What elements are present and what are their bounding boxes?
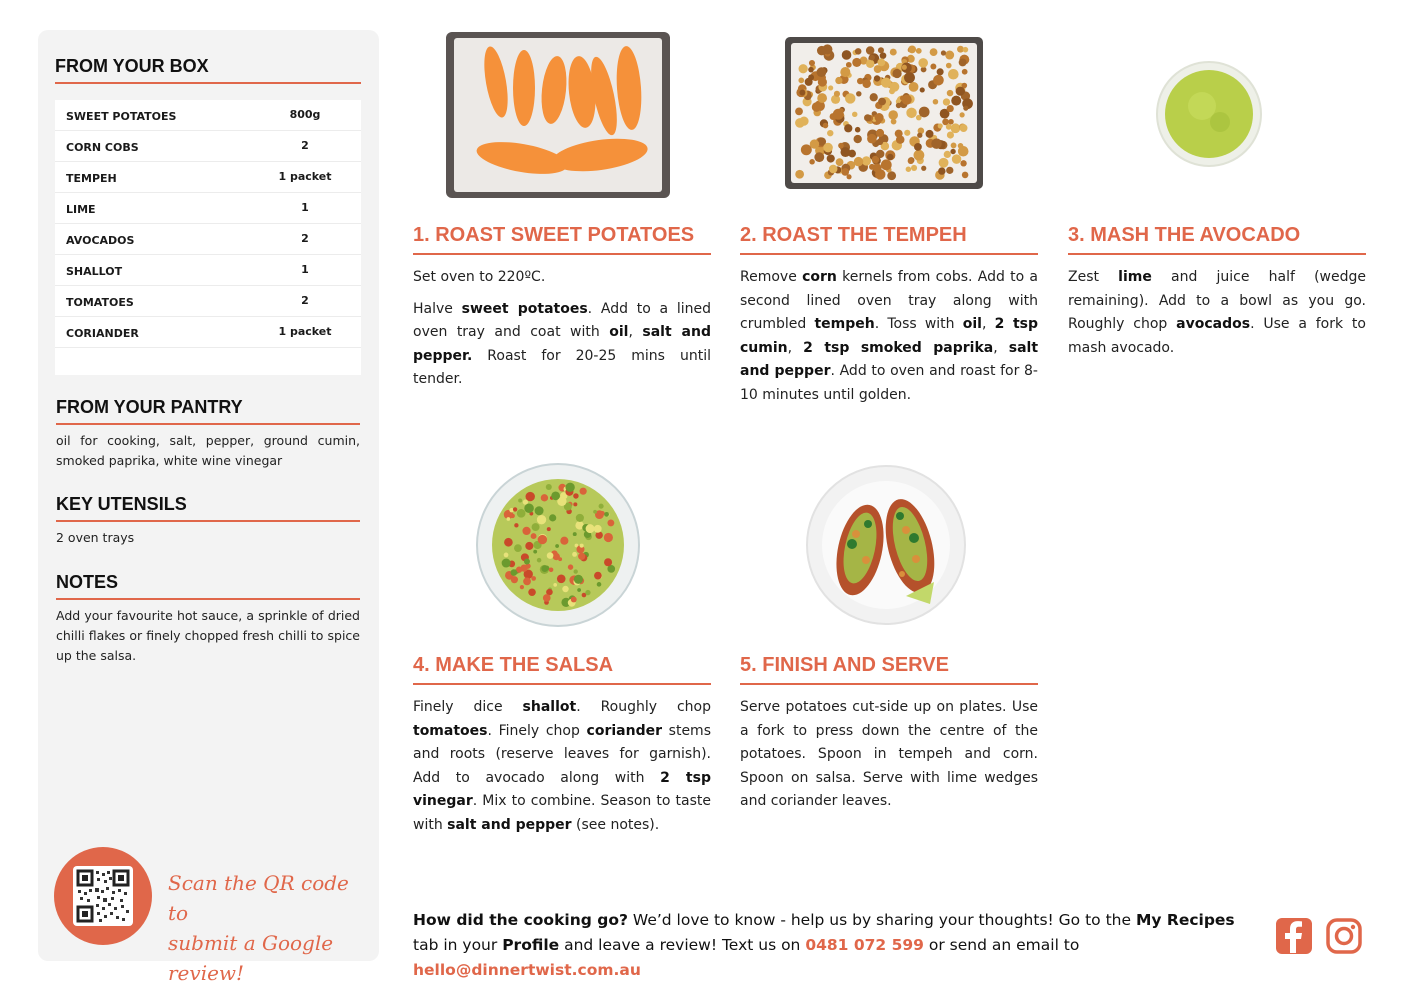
step-2-title: 2. ROAST THE TEMPEH [740, 224, 967, 246]
instagram-icon[interactable] [1325, 917, 1363, 955]
finished-dish-photo [806, 464, 966, 626]
ingredient-name: TEMPEH [66, 172, 117, 185]
step-1-title: 1. ROAST SWEET POTATOES [413, 224, 695, 246]
ingredient-qty: 1 packet [278, 170, 332, 183]
avocado-mash-photo [1154, 60, 1264, 168]
notes-title: NOTES [56, 572, 119, 592]
divider [413, 683, 711, 685]
step-3-text: Zest lime and juice half (wedge remaining). Add to a bowl as you go. Roughly chop avocados. Use a fork to mash avocado. [1068, 269, 1366, 356]
notes-text: Add your favourite hot sauce, a sprinkle of dried chilli flakes or finely chopped fresh chilli to spice up the salsa. [56, 608, 360, 663]
ingredient-qty: 1 [301, 263, 309, 276]
ingredients-sidebar [38, 30, 379, 985]
divider [740, 683, 1038, 685]
ingredient-name: TOMATOES [66, 296, 134, 309]
contact-link[interactable]: 0481 072 599 [805, 936, 924, 954]
step-1-text: Set oven to 220ºC. [413, 269, 546, 285]
step-4-body [413, 696, 711, 845]
ingredient-qty: 800g [289, 108, 321, 121]
step-5-text: Serve potatoes cut-side up on plates. Use a fork to press down the centre of the potatoes. Spoon in tempeh and corn. Spoon on salsa. Serve with lime wedges and coriander leaves. [740, 699, 1038, 809]
divider [56, 598, 360, 600]
step-2-body [740, 266, 1038, 415]
ingredient-name: SHALLOT [66, 265, 123, 278]
from-box-title: FROM YOUR BOX [55, 56, 209, 76]
step-2-text: Remove corn kernels from cobs. Add to a second lined oven tray along with crumbled tempeh. Toss with oil, 2 tsp cumin, 2 tsp smoked paprika, salt and pepper. Add to oven and roast for 8-10 minutes until golden. [740, 269, 1039, 403]
divider [56, 423, 360, 425]
utensils-text: 2 oven trays [56, 530, 135, 545]
ingredient-row [55, 286, 361, 317]
divider [56, 520, 360, 522]
utensils-title: KEY UTENSILS [56, 494, 187, 514]
step-4-text: Finely dice shallot. Roughly chop tomatoes. Finely chop coriander stems and roots (reserve leaves for garnish). Add to avocado along with 2 tsp vinegar. Mix to combine. Season to taste with salt and pepper (see notes). [413, 699, 711, 833]
ingredient-qty: 2 [301, 139, 309, 152]
feedback-footer: How did the cooking go? We’d love to know - help us by sharing your thoughts! Go to the My Recipes tab in your Profile and leave a review! Text us on 0481 072 599 or send an email to hello@dinnertwist.com.au [413, 911, 1235, 979]
qr-code-icon[interactable] [73, 866, 133, 926]
ingredient-row [55, 224, 361, 255]
roast-sweet-potatoes-photo [444, 30, 672, 200]
pantry-title: FROM YOUR PANTRY [56, 397, 243, 417]
step-4-title: 4. MAKE THE SALSA [413, 654, 614, 676]
salsa-bowl-photo [474, 462, 642, 628]
step-5-body [740, 696, 1038, 822]
qr-caption [168, 868, 368, 988]
pantry-text: oil for cooking, salt, pepper, ground cumin, smoked paprika, white wine vinegar [56, 433, 360, 468]
qr-caption-line: Scan the QR code to [168, 871, 349, 925]
qr-caption-line: submit a Google review! [168, 931, 334, 985]
ingredient-name: LIME [66, 203, 96, 216]
ingredient-row [55, 100, 361, 131]
ingredient-row [55, 255, 361, 286]
step-3-title: 3. MASH THE AVOCADO [1068, 224, 1301, 246]
step-5-title: 5. FINISH AND SERVE [740, 654, 949, 676]
ingredient-name: CORIANDER [66, 327, 139, 340]
ingredient-qty: 1 packet [278, 325, 332, 338]
ingredient-qty: 1 [301, 201, 309, 214]
ingredient-row [55, 131, 361, 162]
ingredients-table [55, 100, 361, 375]
facebook-icon[interactable] [1275, 917, 1313, 955]
ingredient-name: AVOCADOS [66, 234, 135, 247]
divider [413, 253, 711, 255]
ingredient-row [55, 193, 361, 224]
contact-link[interactable]: hello@dinnertwist.com.au [413, 961, 641, 979]
ingredient-qty: 2 [301, 232, 309, 245]
step-1-text: Halve sweet potatoes. Add to a lined oven tray and coat with oil, salt and pepper. Roast for 20-25 mins until tender. [413, 300, 711, 387]
divider [740, 253, 1038, 255]
qr-badge[interactable] [54, 847, 152, 945]
ingredient-name: CORN COBS [66, 141, 139, 154]
step-3-body [1068, 266, 1366, 368]
roast-tempeh-photo [783, 33, 985, 193]
divider [55, 82, 361, 84]
ingredient-row [55, 317, 361, 348]
divider [1068, 253, 1366, 255]
ingredient-row [55, 162, 361, 193]
ingredient-qty: 2 [301, 294, 309, 307]
step-1-body [413, 266, 711, 400]
ingredient-name: SWEET POTATOES [66, 110, 177, 123]
